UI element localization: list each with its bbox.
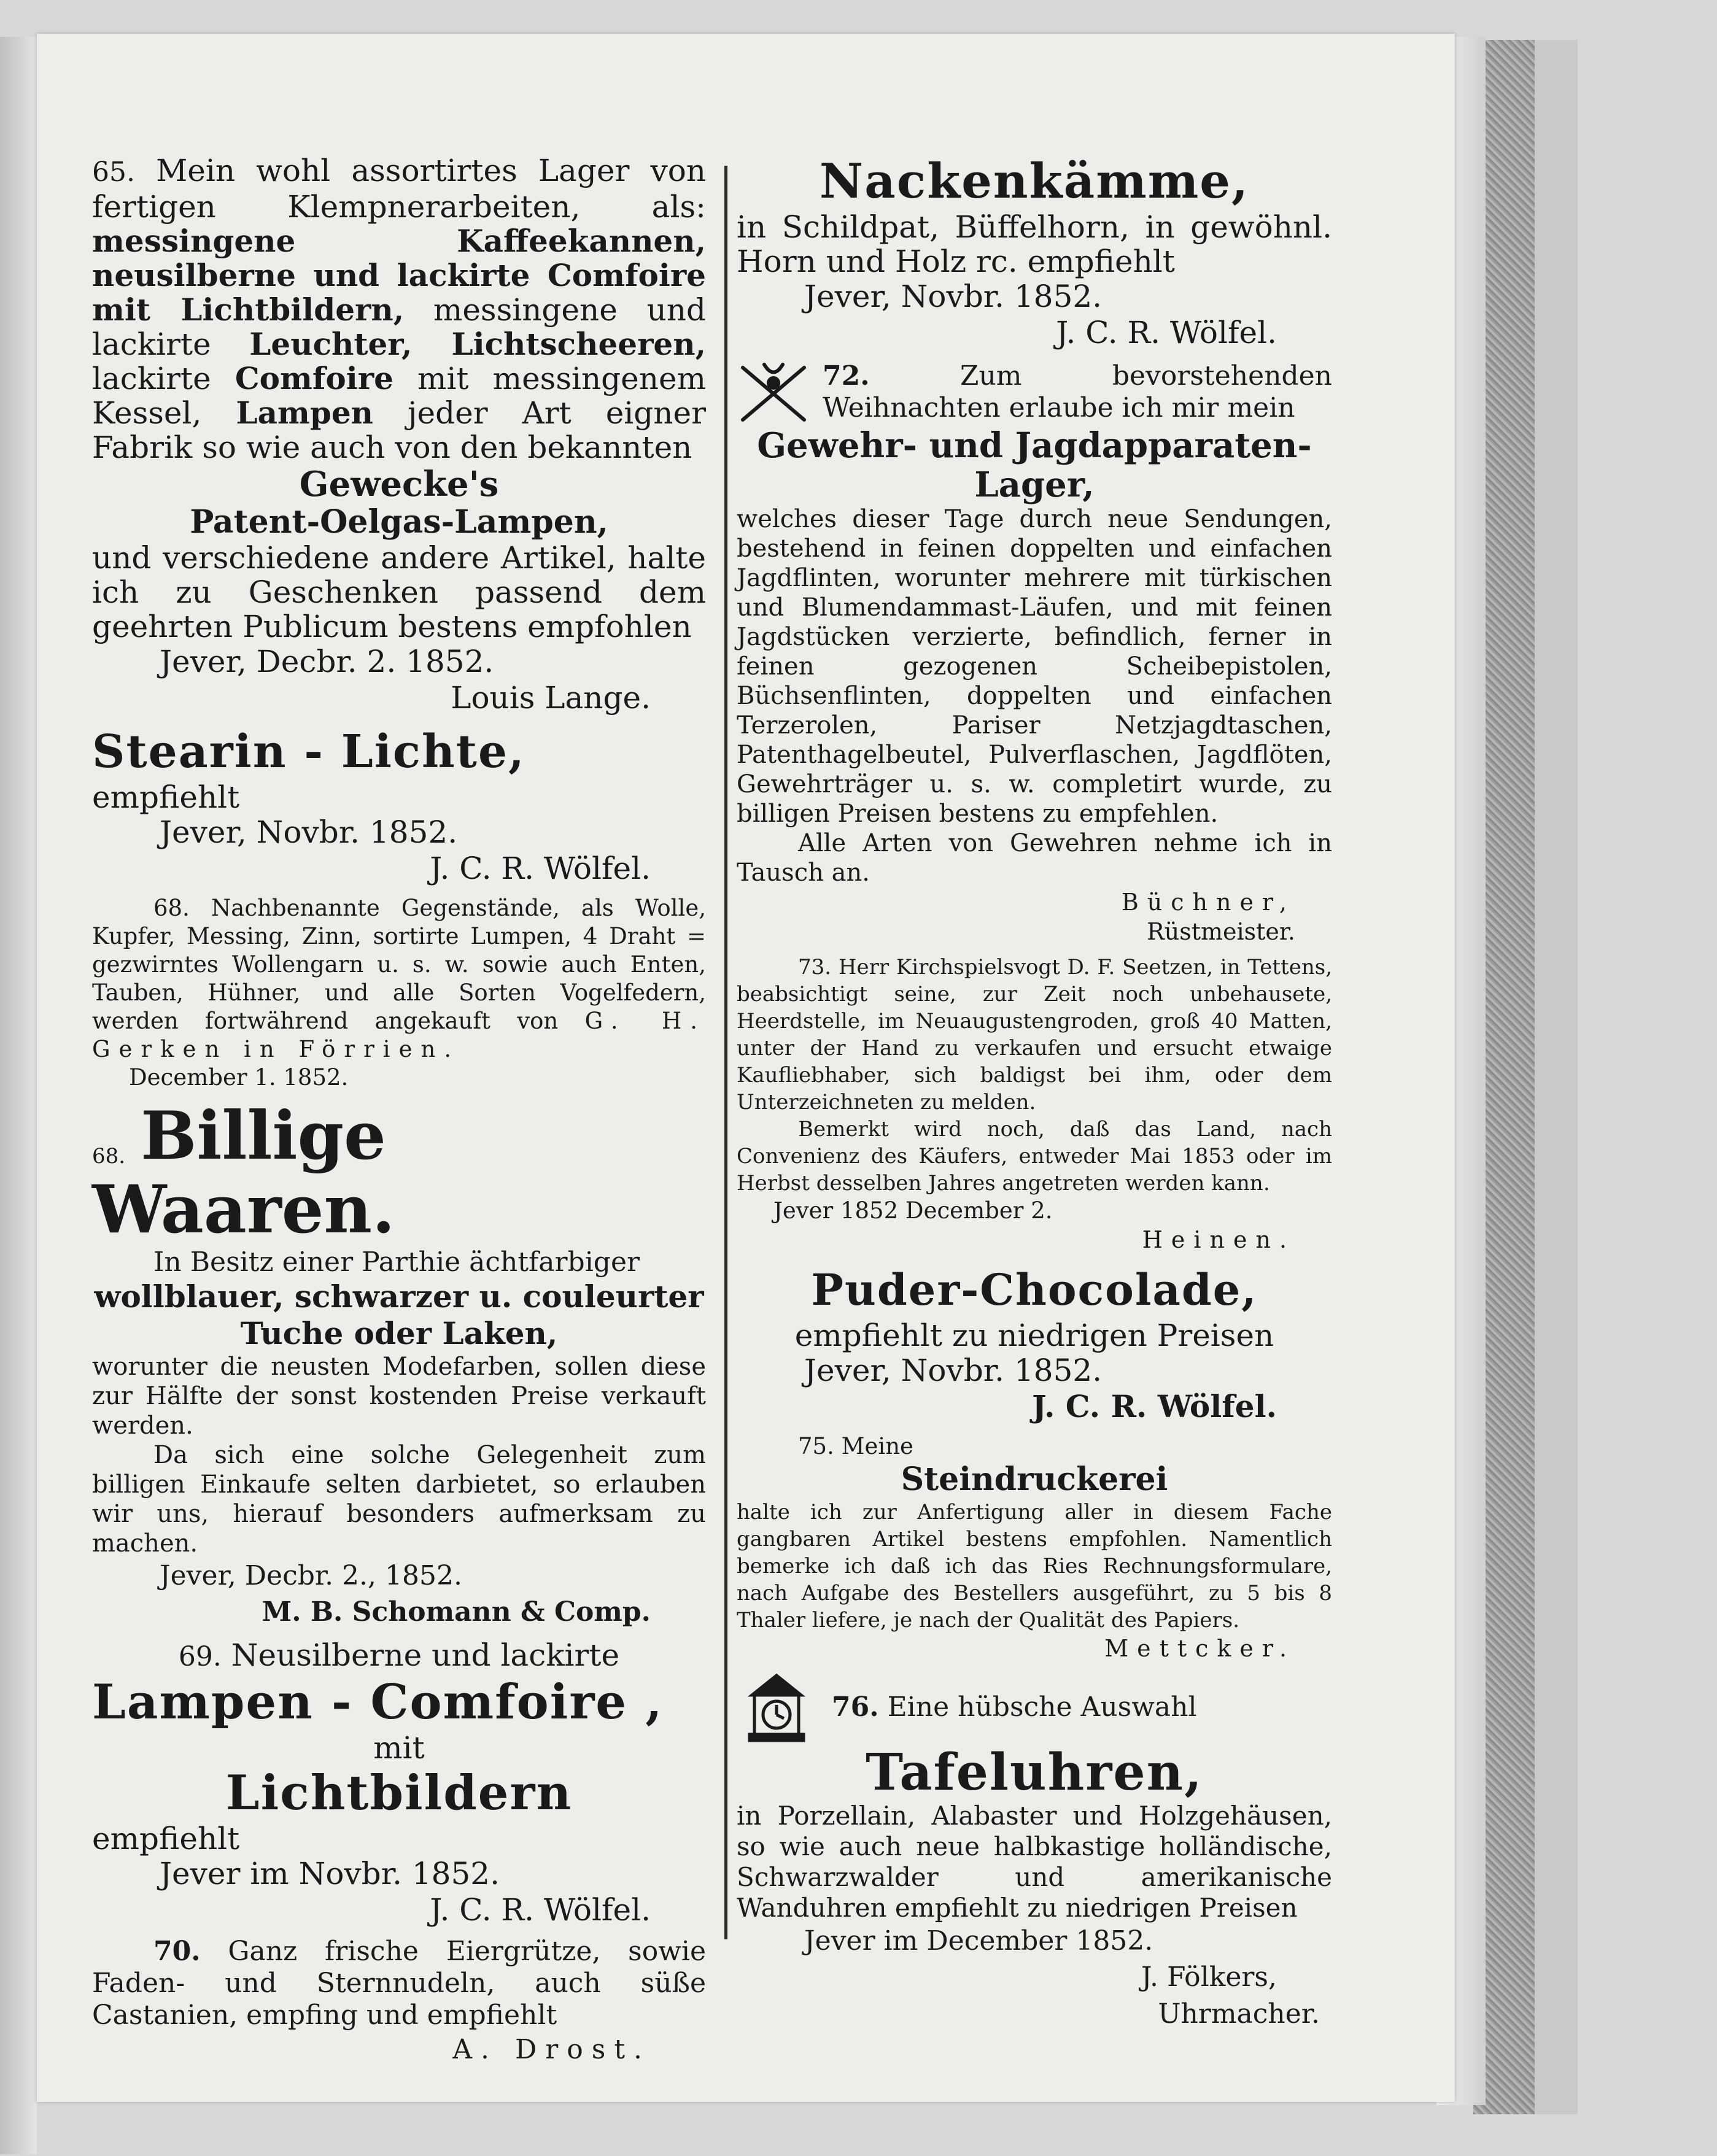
advert-number: 65. (92, 156, 135, 188)
signature-role: Uhrmacher. (1158, 1998, 1320, 2030)
book-cover-inner (1535, 40, 1578, 2114)
advert-nackenkaemme: Nackenkämme, in Schildpat, Büffelhorn, in gewöhnl. Horn und Holz rc. empfiehlt Jever, Novbr. 1852. J. C. R. Wölfel. (737, 153, 1332, 350)
place-date: Jever im December 1852. (804, 1925, 1153, 1957)
advert-69: 69. Neusilberne und lackirte Lampen - Comfoire , mit Lichtbildern empfiehlt Jever im Novbr. 1852. J. C. R. Wölfel. (92, 1638, 706, 1928)
signature: M. B. Schomann & Comp. (262, 1596, 651, 1628)
advert-heading: Gewehr- und Jagdapparaten-Lager, (757, 425, 1312, 505)
left-page-fold (0, 37, 37, 2154)
brand-name: Gewecke's (299, 464, 499, 504)
signature: Büchner, (1121, 889, 1295, 916)
place-date: Jever 1852 December 2. (773, 1197, 1053, 1224)
advert-heading: Steindruckerei (901, 1461, 1168, 1498)
place-date: Jever, Decbr. 2. 1852. (160, 644, 494, 679)
column-divider (724, 166, 727, 1939)
advert-stearin: Stearin - Lichte, empfiehlt Jever, Novbr. 1852. J. C. R. Wölfel. (92, 724, 706, 887)
signature: J. Fölkers, (1141, 1961, 1277, 1993)
place-date: Jever, Novbr. 1852. (804, 1353, 1103, 1388)
advert-heading: Tafeluhren, (866, 1743, 1203, 1802)
signature: J. C. R. Wölfel. (1032, 1388, 1277, 1424)
signature: A. Drost. (452, 2034, 651, 2065)
advert-70: 70. Ganz frische Eiergrütze, sowie Faden- und Sternnudeln, auch süße Castanien, empfing und empfiehlt A. Drost. (92, 1936, 706, 2068)
advert-heading: Lampen - Comfoire , (92, 1674, 664, 1730)
right-column (737, 153, 1332, 2040)
signature-role: Rüstmeister. (1147, 918, 1295, 945)
advert-number: 68. (92, 1143, 126, 1169)
advert-68a: 68. Nachbenannte Gegenstände, als Wolle, Kupfer, Messing, Zinn, sortirte Lumpen, 4 Draht = gezwirntes Wollengarn u. s. w. sowie auch Enten, Tauben, Hühner, und alle Sorten Vogelfedern, werden fortwährend angekauft von G. H. Gerken in Förrien. December 1. 1852. (92, 895, 707, 1091)
place-date: Jever, Novbr. 1852. (160, 814, 458, 850)
advert-number: 69. (178, 1641, 222, 1672)
signature: J. C. R. Wölfel. (430, 1892, 651, 1928)
advert-heading: Nackenkämme, (819, 153, 1250, 209)
place-date: Jever, Decbr. 2., 1852. (160, 1560, 462, 1591)
signature: Mettcker. (1104, 1635, 1295, 1662)
advert-heading: Puder-Chocolade, (811, 1264, 1258, 1315)
signature: Louis Lange. (451, 680, 651, 716)
left-column (92, 153, 706, 2076)
product-name: Patent-Oelgas-Lampen, (190, 503, 608, 541)
crossed-rifles-icon (737, 358, 810, 426)
advert-73: 73. Herr Kirchspielsvogt D. F. Seetzen, in Tettens, beabsichtigt seine, zur Zeit noch unbehausete, Heerdstelle, im Neuaugustengroden, groß 40 Matten, unter der Hand zu verkaufen und ersucht etwaige Kaufliebhaber, sich baldigst bei ihm, oder dem Unterzeichneten zu melden. Bemerkt wird noch, daß das Land, nach Convenienz des Käufers, entweder Mai 1853 oder im Herbst desselben Jahres angetreten werden kann. Jever 1852 December 2. Heinen. (737, 955, 1332, 1253)
advert-number: 72. (823, 360, 870, 392)
advert-72: 72. Zum bevorstehenden Weihnachten erlaube ich mir mein Gewehr- und Jagdapparaten-Lager, welches dieser Tage durch neue Sendungen, bestehend in feinen doppelten und einfachen Jagdflinten, worunter mehrere mit türkischen und Blumendammast-Läufen, und mit feinen Jagdstücken verzierte, befindlich, ferner in feinen gezogenen Scheibepistolen, Büchsenflinten, doppelten und einfachen Terzerolen, Pariser Netzjagdtaschen, Patenthagelbeutel, Pulverflaschen, Jagdflöten, Gewehrträger u. s. w. completirt wurde, zu billigen Preisen bestens zu empfehlen. Alle Arten von Gewehren nehme ich in Tausch an. Büchner, Rüstmeister. (737, 358, 1332, 946)
mantel-clock-icon (746, 1671, 807, 1744)
place-date: December 1. 1852. (129, 1064, 349, 1091)
advert-puder-chocolade: Puder-Chocolade, empfiehlt zu niedrigen Preisen Jever, Novbr. 1852. J. C. R. Wölfel. (737, 1262, 1332, 1425)
advert-number: 76. (832, 1691, 879, 1723)
advert-heading: Stearin - Lichte, (92, 725, 525, 778)
advert-number: 70. (153, 1936, 201, 1967)
signature: G. H. Gerken in Förrien. (92, 1008, 707, 1062)
advert-heading: Billige Waaren. (92, 1097, 395, 1248)
advert-subheading: Lichtbildern (225, 1765, 573, 1821)
place-date: Jever im Novbr. 1852. (160, 1856, 500, 1891)
advert-68b: 68. Billige Waaren. In Besitz einer Parthie ächtfarbiger wollblauer, schwarzer u. couleurter Tuche oder Laken, worunter die neusten Modefarben, sollen diese zur Hälfte der sonst kostenden Preise verkauft werden. Da sich eine solche Gelegenheit zum billigen Einkaufe selten darbietet, so erlauben wir uns, hierauf besonders aufmerksam zu machen. Jever, Decbr. 2., 1852. M. B. Schomann & Comp. (92, 1099, 706, 1631)
advert-65: 65. Mein wohl assortirtes Lager von fertigen Klempnerarbeiten, als: messingene Kaffeekannen, neusilberne und lackirte Comfoire mit Lichtbildern, messingene und lackirte Leuchter, Lichtscheeren, lackirte Comfoire mit messingenem Kessel, Lampen jeder Art eigner Fabrik so wie auch von den bekannten Gewecke's Patent-Oelgas-Lampen, und verschiedene andere Artikel, halte ich zu Geschenken passend dem geehrten Publicum bestens empfohlen Jever, Decbr. 2. 1852. Louis Lange. (92, 153, 706, 716)
place-date: Jever, Novbr. 1852. (804, 279, 1103, 314)
advert-76: 76. Eine hübsche Auswahl Tafeluhren, in Porzellain, Alabaster und Holzgehäusen, so wie auch neue halbkastige holländische, Schwarzwalder und amerikanische Wanduhren empfiehlt zu niedrigen Preisen Jever im December 1852. J. Fölkers, Uhrmacher. (737, 1671, 1332, 2033)
signature: Heinen. (1142, 1226, 1295, 1253)
advert-number: 73. (798, 955, 832, 979)
advert-75: 75. Meine Steindruckerei halte ich zur Anfertigung aller in diesem Fache gangbaren Artikel bestens empfohlen. Namentlich bemerke ich daß ich das Ries Rechnungsformulare, nach Aufgabe des Bestellers ausgeführt, zu 5 bis 8 Thaler liefere, je nach der Qualität des Papiers. Mettcker. (737, 1433, 1332, 1662)
advert-number: 68. (153, 895, 190, 921)
signature: J. C. R. Wölfel. (430, 851, 651, 886)
signature: J. C. R. Wölfel. (1056, 315, 1277, 350)
advert-number: 75. (798, 1433, 834, 1459)
